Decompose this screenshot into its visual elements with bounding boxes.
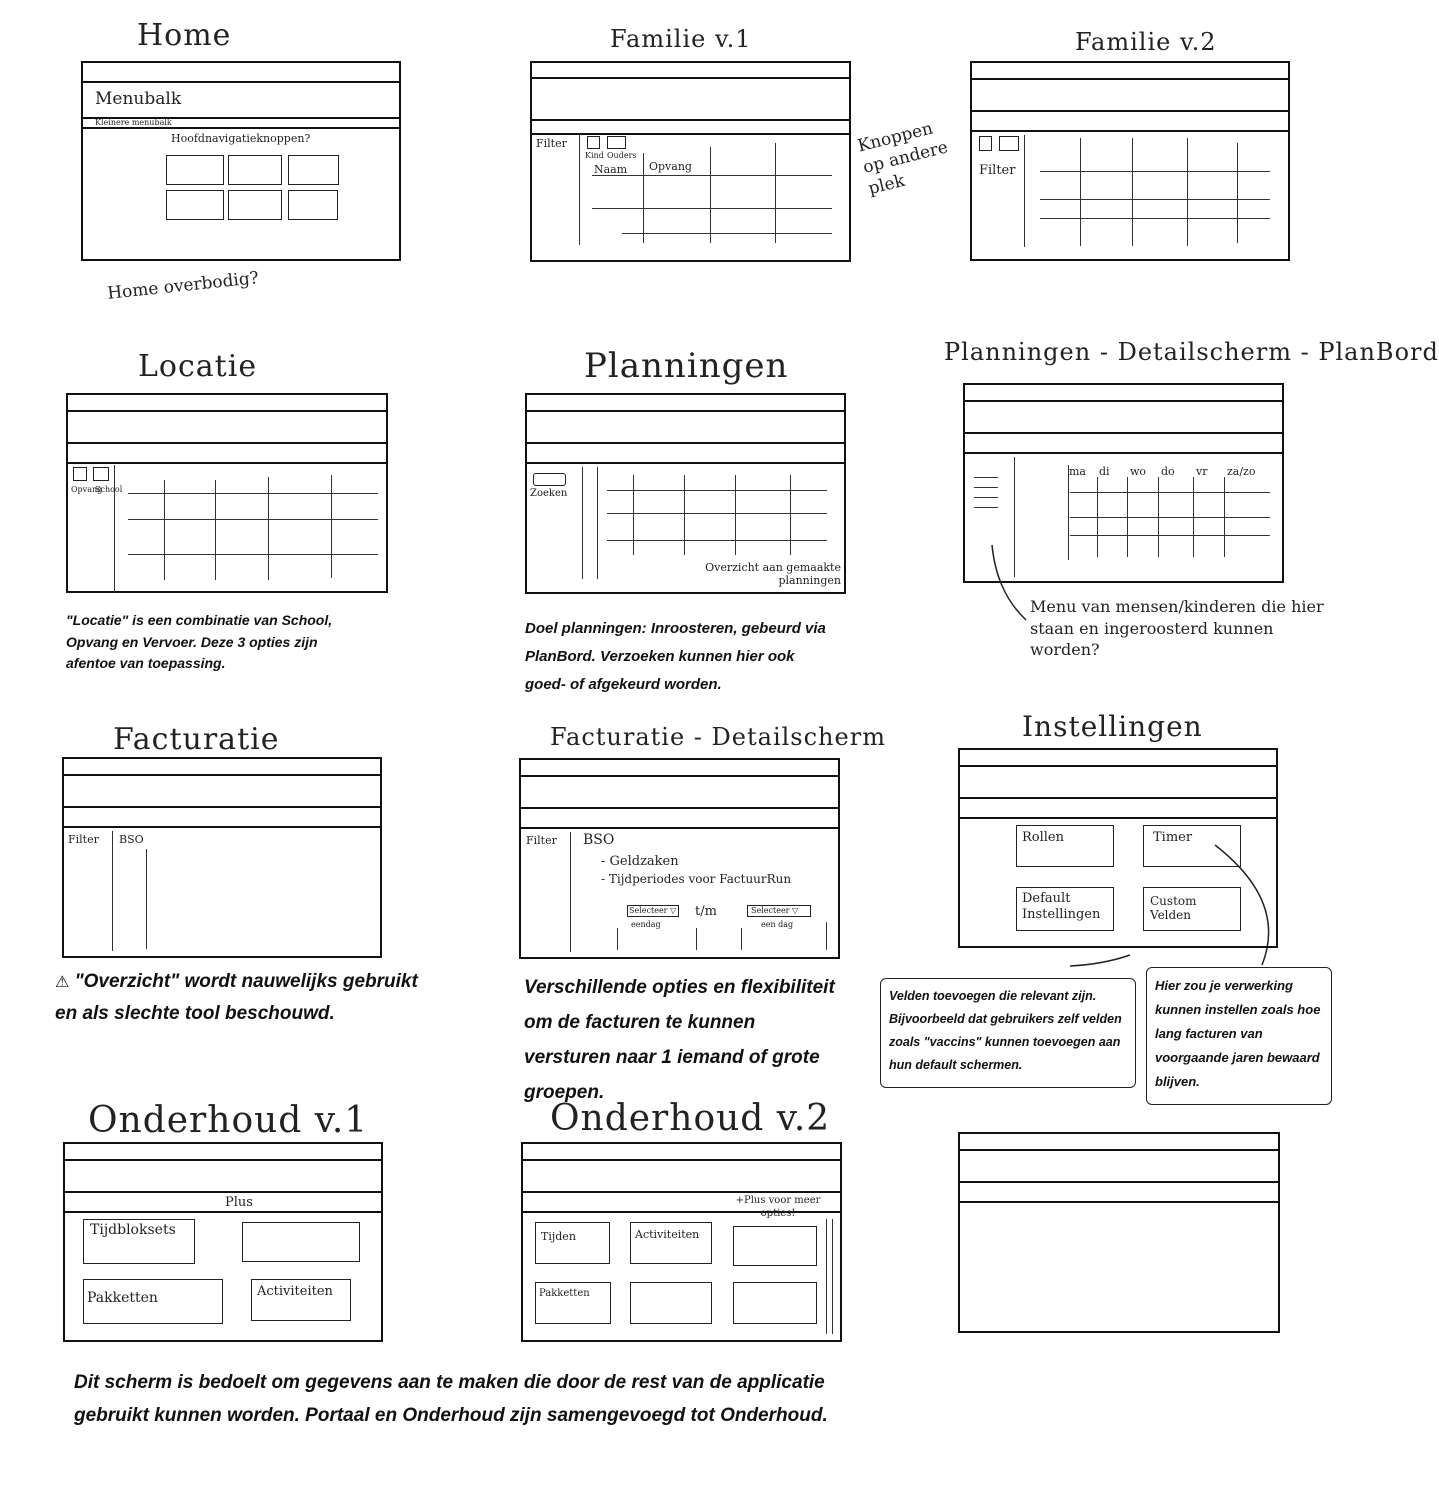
- empty-wireframe: [958, 1132, 1280, 1333]
- select-start-sub: eendag: [631, 920, 661, 929]
- warning-icon: ⚠: [55, 974, 70, 991]
- planbord-annotation: Menu van mensen/kinderen die hier staan en ingeroosterd kunnen worden?: [1030, 597, 1324, 660]
- naam-label: Naam: [594, 163, 628, 176]
- empty-card: [733, 1282, 817, 1324]
- familie-v1-filter: Filter: [536, 137, 567, 150]
- day-wo: wo: [1130, 465, 1147, 478]
- facturatie-note: ⚠ "Overzicht" wordt nauwelijks gebruikt en als slechte tool beschouwd.: [55, 971, 418, 1025]
- tijden-card: [535, 1222, 610, 1264]
- ouders-label: Ouders: [607, 151, 637, 160]
- zoeken-label: Zoeken: [530, 488, 568, 499]
- facturatie-detail-wireframe: [519, 758, 840, 959]
- day-zazo: za/zo: [1227, 465, 1256, 478]
- onderhoud-v1-wireframe: [63, 1142, 383, 1342]
- default-label: Default Instellingen: [1022, 891, 1101, 922]
- activiteiten-label: Activiteiten: [257, 1284, 333, 1299]
- onderhoud-v2-wireframe: [521, 1142, 842, 1342]
- pakketten-label: Pakketten: [87, 1290, 158, 1306]
- facturatie-wireframe: [62, 757, 382, 958]
- home-title: Home: [137, 18, 232, 53]
- familie-v2-title: Familie v.2: [1075, 28, 1217, 56]
- facturatie-bso: BSO: [119, 833, 144, 846]
- facturatie-detail-note: Verschillende opties en flexibiliteit om de facturen te kunnen versturen naar 1 iemand of grote groepen.: [524, 977, 835, 1104]
- instellingen-wireframe: [958, 748, 1278, 948]
- day-di: di: [1099, 465, 1110, 478]
- select-end-label: Selecteer ▽: [751, 906, 799, 915]
- locatie-title: Locatie: [138, 349, 258, 384]
- planningen-title: Planningen: [584, 346, 789, 386]
- tm-label: t/m: [695, 904, 717, 919]
- opvang-toggle-label: Opvang: [71, 485, 103, 494]
- instellingen-bubble: Hier zou je verwerking kunnen instellen zoals hoe lang facturen van voorgaande jaren bewaard blijven.: [1146, 967, 1332, 1105]
- planningen-note: Doel planningen: Inroosteren, gebeurd via PlanBord. Verzoeken kunnen hier ook goed- of afgekeurd worden.: [525, 620, 826, 693]
- facturatie-detail-title: Facturatie - Detailscherm: [550, 723, 886, 751]
- onderhoud-v1-plus: Plus: [225, 1195, 253, 1210]
- onderhoud-v2-title: Onderhoud v.2: [550, 1098, 831, 1139]
- menubalk-label: Menubalk: [95, 89, 182, 109]
- detail-bso: BSO: [583, 832, 615, 848]
- kind-label: Kind: [585, 151, 604, 160]
- school-toggle-label: School: [95, 485, 123, 494]
- day-vr: vr: [1196, 465, 1208, 478]
- geldzaken-item: - Geldzaken: [601, 854, 679, 869]
- tijdbloksets-label: Tijdbloksets: [90, 1222, 176, 1238]
- locatie-note: "Locatie" is een combinatie van School, Opvang en Vervoer. Deze 3 opties zijn afentoe van toepassing.: [66, 612, 333, 672]
- hoofdnavigatie-label: Hoofdnavigatieknoppen?: [171, 132, 311, 145]
- scrollbar: [826, 1219, 827, 1334]
- day-do: do: [1161, 465, 1175, 478]
- pakketten-v2-label: Pakketten: [539, 1288, 590, 1299]
- knoppen-note: Knoppen op andere plek: [855, 118, 951, 200]
- instellingen-title: Instellingen: [1022, 710, 1203, 743]
- timer-label: Timer: [1153, 830, 1193, 845]
- opvang-label: Opvang: [649, 160, 692, 173]
- tijden-label: Tijden: [541, 1230, 576, 1243]
- planbord-title: Planningen - Detailscherm - PlanBord: [944, 338, 1439, 366]
- familie-v2-filter: Filter: [979, 163, 1016, 178]
- familie-v1-title: Familie v.1: [610, 25, 752, 53]
- activiteiten-v2-label: Activiteiten: [635, 1228, 700, 1241]
- select-end-sub: een dag: [761, 920, 794, 929]
- onderhoud-v1-title: Onderhoud v.1: [88, 1100, 369, 1141]
- tijdperiodes-item: - Tijdperiodes voor FactuurRun: [601, 872, 792, 886]
- home-annotation: Home overbodig?: [106, 268, 260, 304]
- empty-card: [242, 1222, 360, 1262]
- facturatie-title: Facturatie: [113, 722, 280, 757]
- day-ma: ma: [1069, 465, 1086, 478]
- empty-card: [630, 1282, 712, 1324]
- overzicht-label: Overzicht aan gemaakte planningen: [705, 561, 841, 588]
- custom-velden-bubble: Velden toevoegen die relevant zijn. Bijvoorbeeld dat gebruikers zelf velden zoals "vaccins" kunnen toevoegen aan hun default schermen.: [880, 978, 1136, 1088]
- rollen-label: Rollen: [1022, 830, 1064, 845]
- facturatie-filter: Filter: [68, 833, 99, 846]
- custom-label: Custom Velden: [1150, 894, 1197, 923]
- select-start-label: Selecteer ▽: [629, 906, 677, 915]
- onderhoud-v2-plus: +Plus voor meer opties!: [735, 1195, 821, 1219]
- footer-note: Dit scherm is bedoelt om gegevens aan te maken die door de rest van de applicatie gebruikt kunnen worden. Portaal en Onderhoud zijn samengevoegd tot Onderhoud.: [74, 1372, 828, 1427]
- empty-card: [733, 1226, 817, 1266]
- kleinere-menubalk-label: Kleinere menubalk: [95, 118, 172, 127]
- detail-filter: Filter: [526, 834, 557, 847]
